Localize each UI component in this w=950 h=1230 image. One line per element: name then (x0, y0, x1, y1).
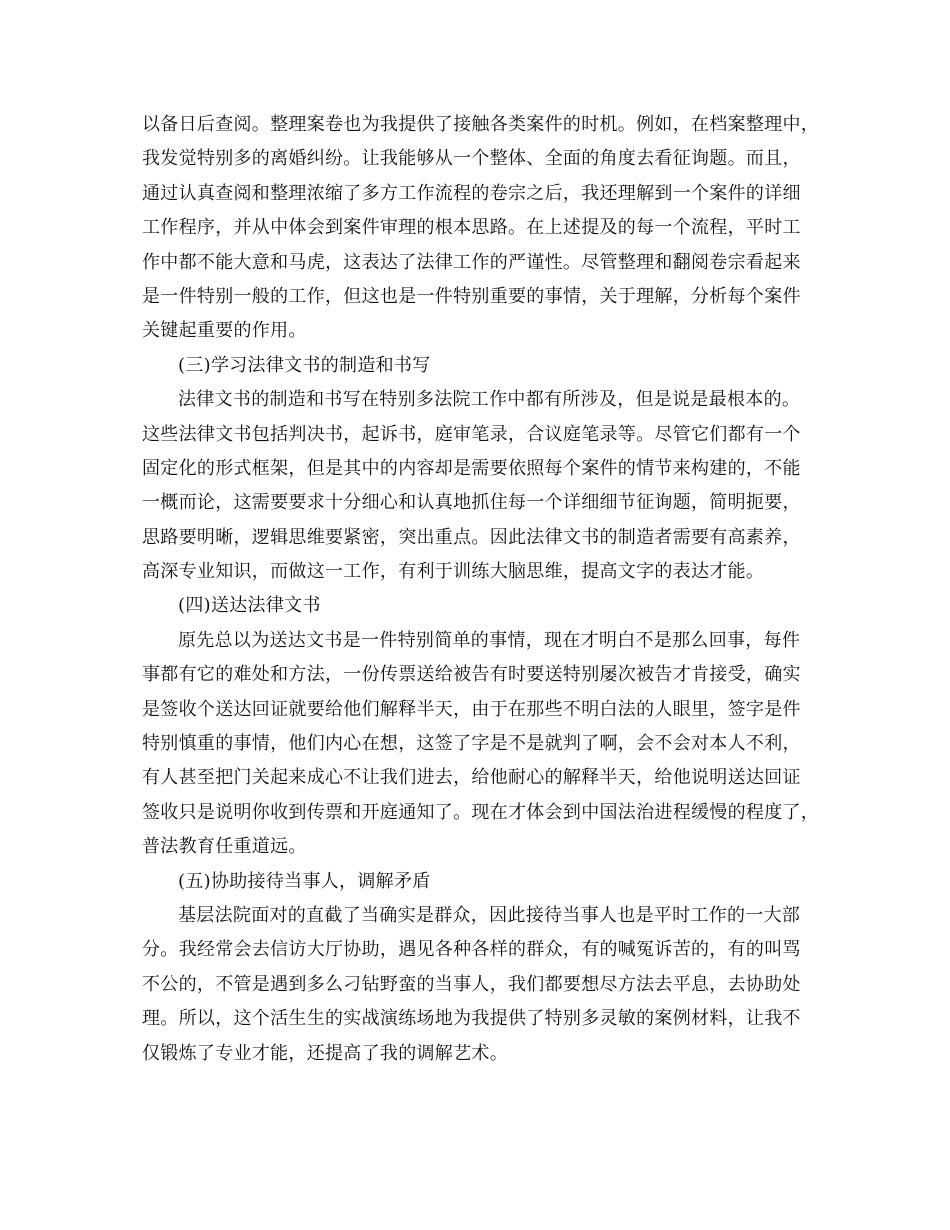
document-body (142, 108, 822, 1071)
text-line: 思路要明晰，逻辑思维要紧密，突出重点。因此法律文书的制造者需要有高素养， (142, 526, 801, 548)
text-line: 一概而论，这需要要求十分细心和认真地抓住每一个详细细节征询题，简明扼要， (142, 492, 801, 514)
text-line: 有人甚至把门关起来成心不让我们进去，给他耐心的解释半天，给他说明送达回证 (142, 767, 801, 789)
text-line: 分。我经常会去信访大厅协助，遇见各种各样的群众，有的喊冤诉苦的，有的叫骂 (142, 939, 801, 961)
text-line: 理。所以，这个活生生的实战演练场地为我提供了特别多灵敏的案例材料，让我不 (142, 1008, 801, 1030)
text-line: 特别慎重的事情，他们内心在想，这签了字是不是就判了啊，会不会对本人不利， (142, 733, 801, 755)
section-heading: (五)协助接待当事人，调解矛盾 (178, 870, 431, 892)
text-line: 这些法律文书包括判决书，起诉书，庭审笔录，合议庭笔录等。尽管它们都有一个 (142, 423, 801, 445)
text-line: 工作程序，并从中体会到案件审理的根本思路。在上述提及的每一个流程，平时工 (142, 217, 801, 239)
text-line: 不公的，不管是遇到多么刁钻野蛮的当事人，我们都要想尽方法去平息，去协助处 (142, 973, 801, 995)
text-line: 以备日后查阅。整理案卷也为我提供了接触各类案件的时机。例如，在档案整理中， (142, 114, 820, 135)
text-line: 签收只是说明你收到传票和开庭通知了。现在才体会到中国法治进程缓慢的程度了， (142, 801, 820, 823)
section-heading: (四)送达法律文书 (178, 595, 321, 617)
text-line: 原先总以为送达文书是一件特别简单的事情，现在才明白不是那么回事，每件 (178, 629, 801, 651)
text-line: 通过认真查阅和整理浓缩了多方工作流程的卷宗之后，我还理解到一个案件的详细 (142, 182, 801, 204)
text-line: 是一件特别一般的工作，但这也是一件特别重要的事情，关于理解，分析每个案件 (142, 285, 801, 307)
text-line: 固定化的形式框架，但是其中的内容却是需要依照每个案件的情节来构建的，不能 (142, 457, 801, 479)
text-line: 我发觉特别多的离婚纠纷。让我能够从一个整体、全面的角度去看征询题。而且， (142, 148, 801, 170)
text-line: 普法教育任重道远。 (142, 836, 307, 858)
section-heading: (三)学习法律文书的制造和书写 (178, 354, 431, 376)
text-line: 是签收个送达回证就要给他们解释半天，由于在那些不明白法的人眼里，签字是件 (142, 698, 801, 720)
text-line: 法律文书的制造和书写在特别多法院工作中都有所涉及，但是说是最根本的。 (178, 389, 801, 411)
text-line: 事都有它的难处和方法，一份传票送给被告有时要送特别屡次被告才肯接受，确实 (142, 664, 801, 686)
text-line: 基层法院面对的直截了当确实是群众，因此接待当事人也是平时工作的一大部 (178, 904, 801, 926)
text-line: 关键起重要的作用。 (142, 320, 307, 342)
text-line: 高深专业知识，而做这一工作，有利于训练大脑思维，提高文字的表达才能。 (142, 561, 765, 583)
text-line: 作中都不能大意和马虎，这表达了法律工作的严谨性。尽管整理和翻阅卷宗看起来 (142, 251, 801, 273)
text-line: 仅锻炼了专业才能，还提高了我的调解艺术。 (142, 1042, 508, 1064)
